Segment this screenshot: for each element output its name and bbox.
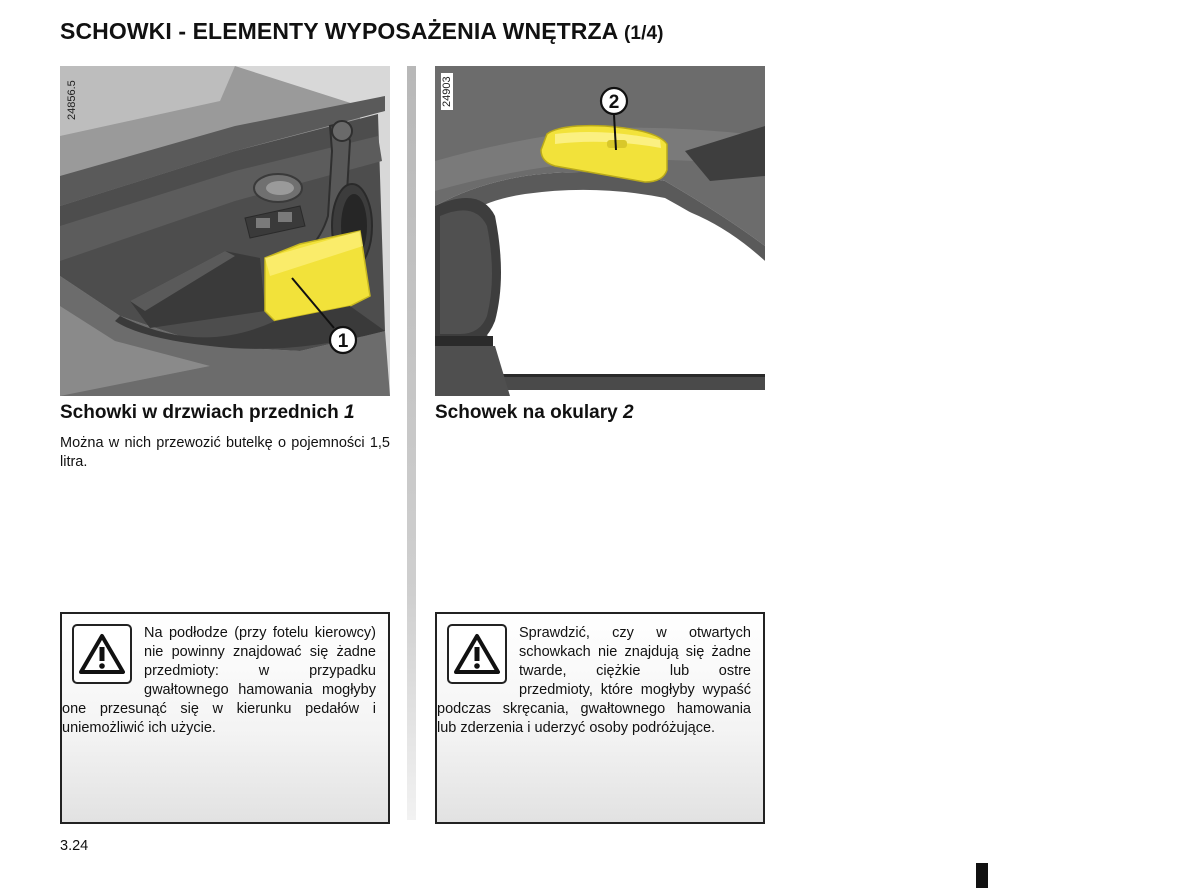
callout-2: 2 — [608, 92, 620, 113]
sunglasses-holder-illustration — [435, 66, 765, 396]
warning-box-right — [435, 612, 765, 824]
page-title-main: SCHOWKI - ELEMENTY WYPOSAŻENIA WNĘTRZA — [60, 18, 618, 44]
callout-1: 1 — [337, 331, 349, 352]
page-title-fraction: (1/4) — [624, 23, 664, 44]
page-edge-tab — [976, 863, 988, 888]
column-divider — [407, 66, 416, 820]
heading-glasses-holder — [435, 402, 634, 424]
page-number: 3.24 — [60, 838, 89, 854]
warning-text-right: Sprawdzić, czy w otwartych schowkach nie znajdują się żadne twarde, ciężkie lub ostre przedmioty, które mogłyby wypaść podczas skręcania, gwałtownego hamowania lub zderzenia i uderzyć osoby podróżujące. — [437, 625, 751, 736]
heading-door-pockets-text: Schowki w drzwiach przednich — [60, 402, 339, 423]
heading-glasses-holder-text: Schowek na okulary — [435, 402, 618, 423]
door-pocket-illustration — [60, 66, 390, 396]
page-title — [60, 18, 664, 45]
door-pocket-description: Można w nich przewozić butelkę o pojemności 1,5 litra. — [60, 435, 390, 470]
warning-triangle-icon — [72, 624, 132, 684]
figure-code-right: 24903 — [441, 73, 453, 110]
heading-door-pockets-number: 1 — [344, 402, 355, 423]
heading-glasses-holder-number: 2 — [622, 402, 634, 423]
warning-box-left — [60, 612, 390, 824]
warning-triangle-icon — [447, 624, 507, 684]
warning-text-left: Na podłodze (przy fotelu kierowcy) nie powinny znajdować się żadne przedmioty: w przypadku gwałtownego hamowania mogłyby one przesunąć się w kierunku pedałów i uniemożliwić ich użycie. — [62, 625, 376, 736]
heading-door-pockets — [60, 402, 355, 424]
figure-code-left: 24856.5 — [66, 80, 78, 120]
